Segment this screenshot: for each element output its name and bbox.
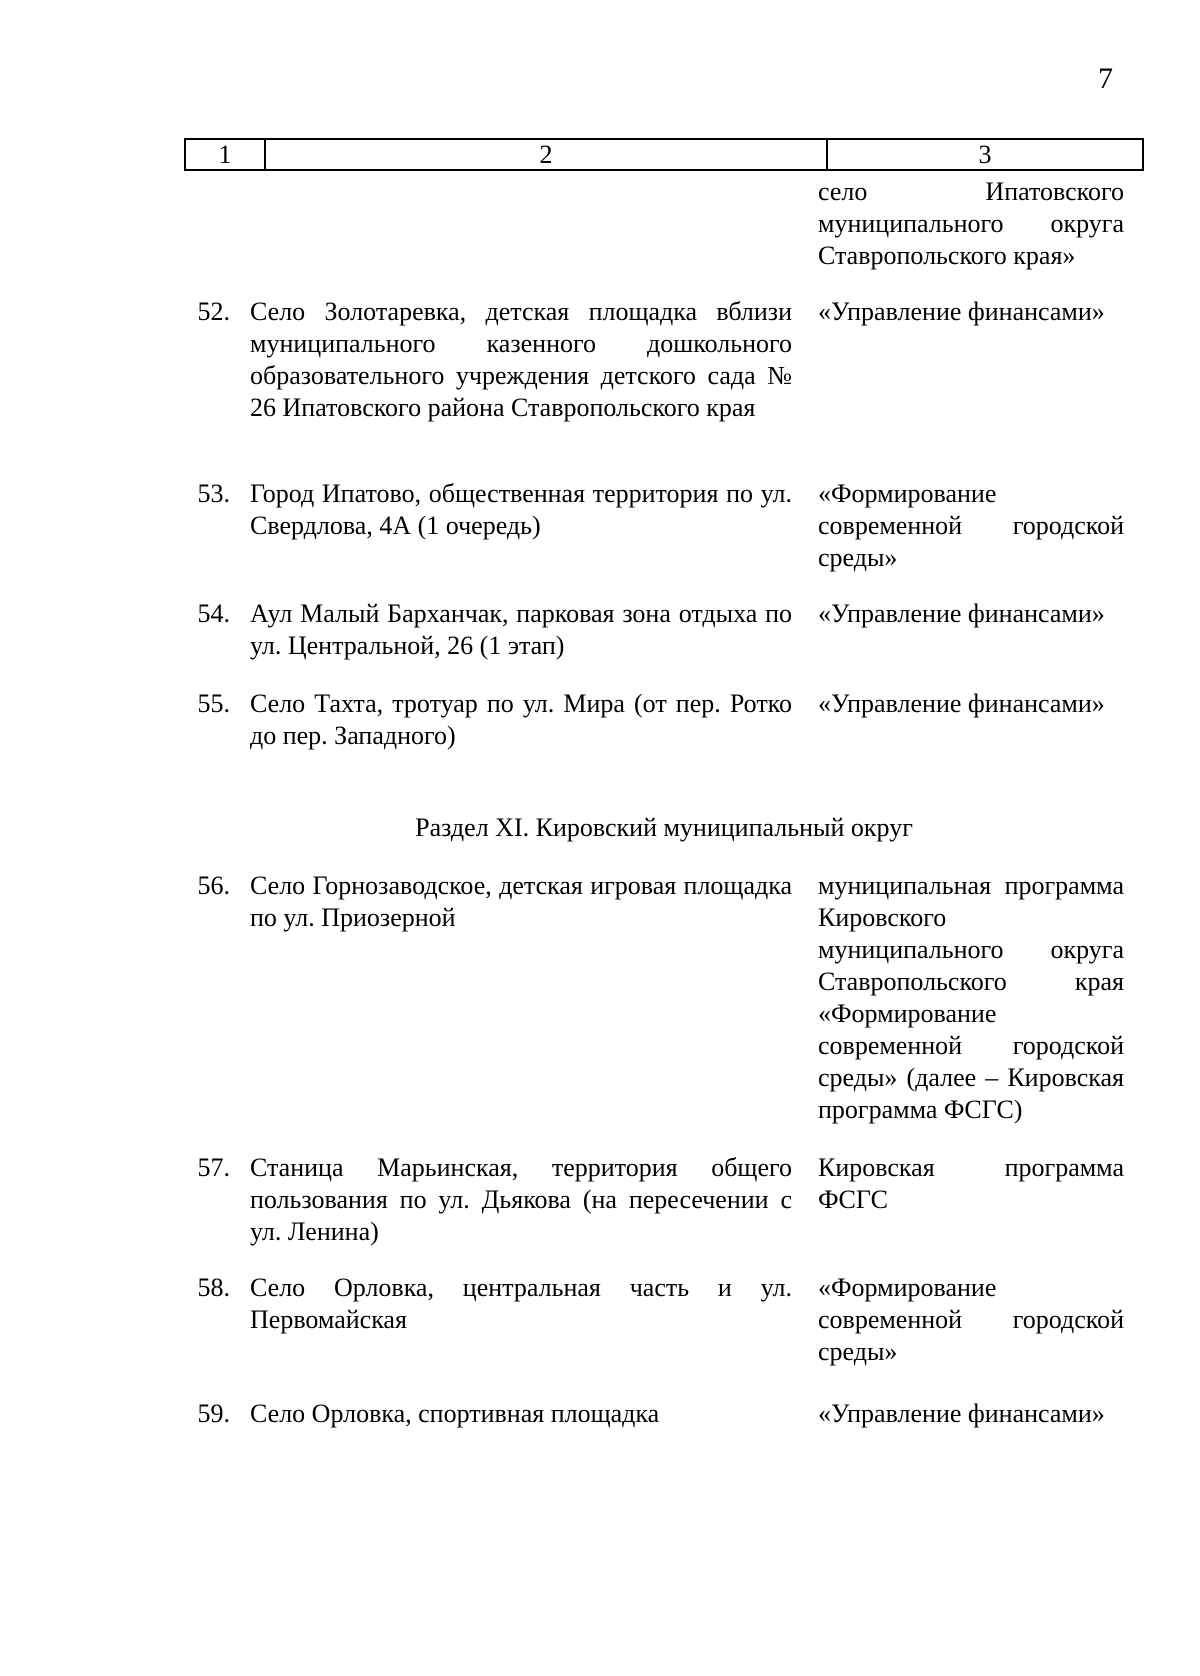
- row-number: 55.: [197, 689, 230, 718]
- location-cell: Село Орловка, центральная часть и ул. Первомайская: [250, 1273, 792, 1334]
- section-title: Раздел XI. Кировский муниципальный округ: [415, 813, 913, 842]
- row-number: 59.: [197, 1399, 230, 1428]
- location-cell: Село Тахта, тротуар по ул. Мира (от пер. Ротко до пер. Западного): [250, 689, 792, 750]
- table-row: [184, 598, 1144, 662]
- table-row: [184, 1272, 1144, 1368]
- table-row-continuation: [184, 176, 1144, 272]
- table-row: [184, 478, 1144, 574]
- row-number: 58.: [197, 1273, 230, 1302]
- row-number: 56.: [197, 871, 230, 900]
- location-cell: Аул Малый Барханчак, парковая зона отдыха по ул. Центральной, 26 (1 этап): [250, 599, 792, 660]
- row-number: 53.: [197, 479, 230, 508]
- location-cell: Город Ипатово, общественная территория по ул. Свердлова, 4А (1 очередь): [250, 479, 792, 540]
- program-cell: «Управление финансами»: [818, 297, 1105, 326]
- program-cell: «Управление финансами»: [818, 599, 1105, 628]
- table-row: [184, 688, 1144, 752]
- program-cell: «Формирование современной городской среды»: [818, 479, 1124, 572]
- row-number: 52.: [197, 297, 230, 326]
- program-cell: «Управление финансами»: [818, 1399, 1105, 1428]
- table-row: [184, 1398, 1144, 1430]
- table-row: [184, 870, 1144, 1126]
- location-cell: Станица Марьинская, территория общего пользования по ул. Дьякова (на пересечении с ул. Ленина): [250, 1153, 792, 1246]
- program-cell: муниципальная программа Кировского муниципального округа Ставропольского края «Формирование современной городской среды» (далее – Кировская программа ФСГС): [818, 871, 1124, 1124]
- location-cell: Село Горнозаводское, детская игровая площадка по ул. Приозерной: [250, 871, 792, 932]
- header-col-1: 1: [186, 140, 266, 169]
- page-number: 7: [1098, 62, 1113, 95]
- location-cell: Село Золотаревка, детская площадка вблизи муниципального казенного дошкольного образовательного учреждения детского сада № 26 Ипатовского района Ставропольского края: [250, 297, 792, 422]
- location-cell: Село Орловка, спортивная площадка: [250, 1399, 660, 1428]
- row-number: 54.: [197, 599, 230, 628]
- table-row: [184, 296, 1144, 424]
- row-number: 57.: [197, 1153, 230, 1182]
- program-cell: «Формирование современной городской среды»: [818, 1273, 1124, 1366]
- program-cell: село Ипатовского муниципального округа Ставропольского края»: [818, 177, 1124, 270]
- program-cell: Кировская программа ФСГС: [818, 1153, 1124, 1214]
- header-col-3: 3: [978, 139, 992, 169]
- header-col-2: 2: [266, 140, 828, 169]
- table-row: [184, 1152, 1144, 1248]
- program-cell: «Управление финансами»: [818, 689, 1105, 718]
- table-header: [184, 138, 1144, 171]
